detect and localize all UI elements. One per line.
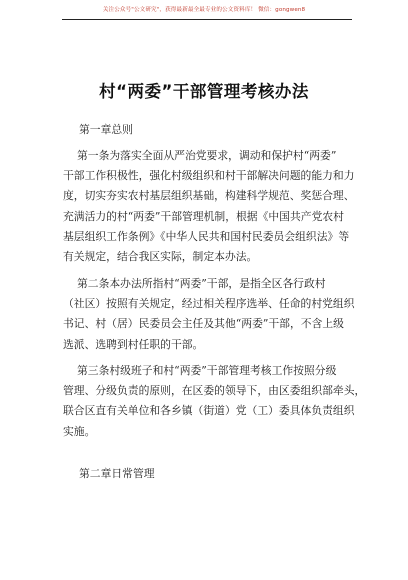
article-3-line: 第三条村级班子和村“两委”干部管理考核工作按照分级 [77,364,337,377]
header-banner: 关注公众号"公文研究"，获得最新最全最专业的公文资料库！ 微信：gongwen8 [102,7,306,13]
article-2-line: （社区）按照有关规定，经过相关程序选举、任命的村党组织 [63,297,355,311]
article-3-line: 联合区直有关单位和各乡镇（街道）党（工）委具体负责组织 [63,404,355,418]
article-2-line: 书记、村（居）民委员会主任及其他“两委”干部，不含上级 [63,317,344,331]
header-rule [62,19,352,20]
article-1-line: 度，切实夯实农村基层组织基础，构建科学规范、奖惩合理、 [63,189,355,203]
article-3-line: 实施。 [63,424,96,438]
article-2-line: 第二条本办法所指村“两委”干部，是指全区各行政村 [77,277,326,290]
document-title: 村“两委”干部管理考核办法 [99,82,309,101]
chapter-heading-1: 第一章总则 [79,123,133,136]
article-1-line: 充满活力的村“两委”干部管理机制，根据《中国共产党农村 [63,209,344,223]
article-1-line: 基层组织工作条例》《中华人民共和国村民委员会组织法》等 [63,229,350,243]
article-1-line: 第一条为落实全面从严治党要求，调动和保护村“两委” [77,149,337,162]
article-1-line: 干部工作积极性，强化村级组织和村干部解决问题的能力和力 [63,169,355,183]
article-1 [63,146,355,267]
article-2-line: 选派、选聘到村任职的干部。 [63,337,204,351]
chapter-heading-2: 第二章日常管理 [79,467,155,480]
article-1-line: 有关规定，结合我区实际，制定本办法。 [63,250,258,264]
article-3-line: 管理、分级负责的原则，在区委的领导下，由区委组织部牵头， [63,384,366,398]
article-3 [63,361,366,442]
article-2 [63,274,355,355]
